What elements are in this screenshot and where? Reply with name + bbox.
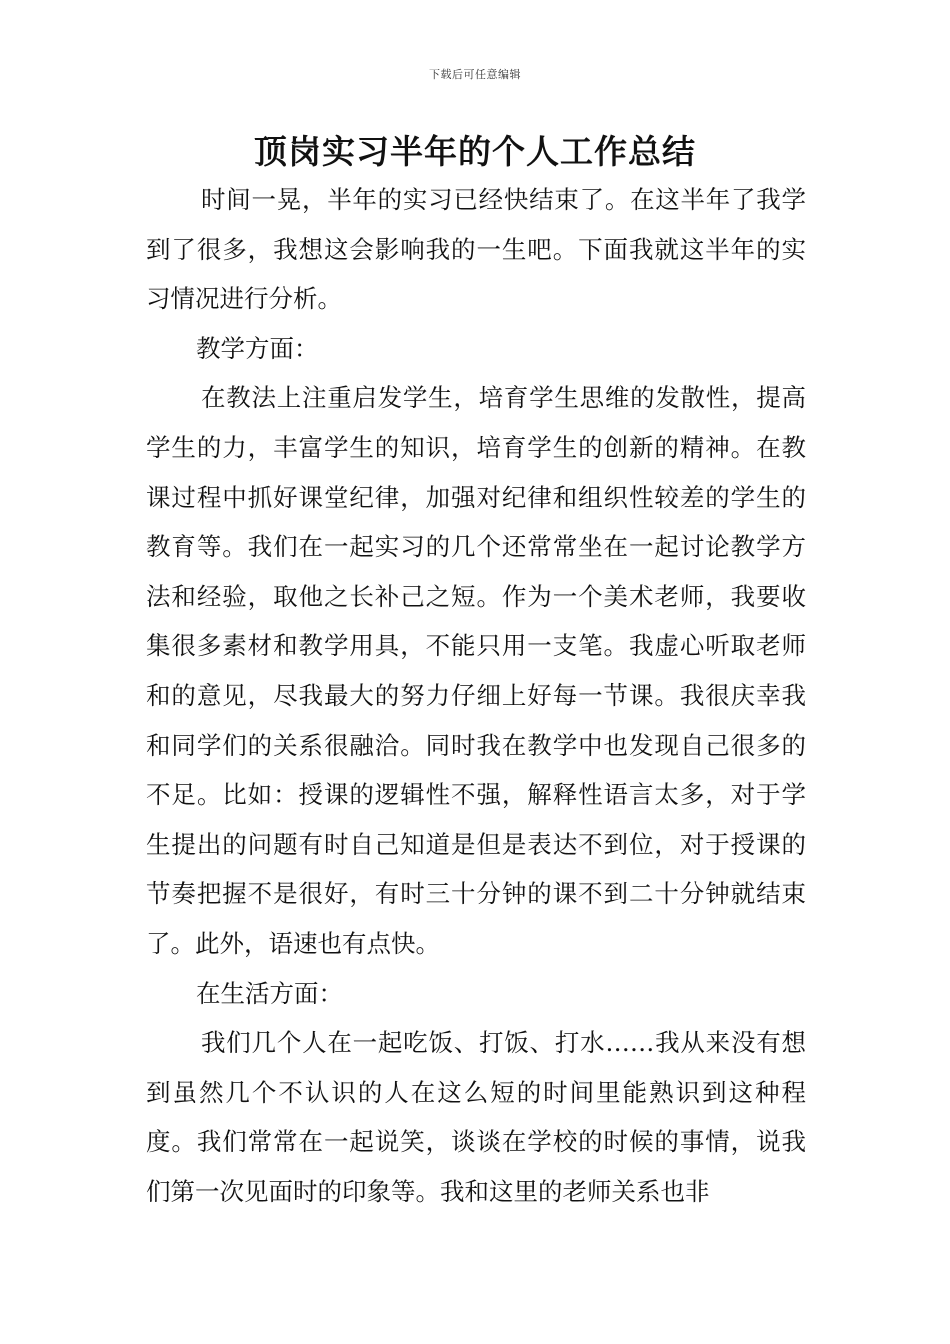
section-heading-teaching: 教学方面： <box>196 333 319 363</box>
header-note: 下载后可任意编辑 <box>429 68 521 81</box>
section-heading-life: 在生活方面： <box>196 978 343 1008</box>
document-title: 顶岗实习半年的个人工作总结 <box>254 132 696 171</box>
paragraph-teaching: 在教法上注重启发学生，培育学生思维的发散性，提高学生的力，丰富学生的知识，培育学生的创新的精神。在教课过程中抓好课堂纪律，加强对纪律和组织性较差的学生的教育等。我们在一起实习的几个还常常坐在一起讨论教学方法和经验，取他之长补己之短。作为一个美术老师，我要收集很多素材和教学用具，不能只用一支笔。我虚心听取老师和的意见，尽我最大的努力仔细上好每一节课。我很庆幸我和同学们的关系很融洽。同时我在教学中也发现自己很多的不足。比如：授课的逻辑性不强，解释性语言太多，对于学生提出的问题有时自己知道是但是表达不到位，对于授课的节奏把握不是很好，有时三十分钟的课不到二十分钟就结束了。此外，语速也有点快。 <box>146 383 806 958</box>
paragraph-life: 我们几个人在一起吃饭、打饭、打水……我从来没有想到虽然几个不认识的人在这么短的时间里能熟识到这种程度。我们常常在一起说笑，谈谈在学校的时候的事情，说我们第一次见面时的印象等。我和这里的老师关系也非 <box>146 1028 806 1206</box>
document-body <box>146 175 806 1216</box>
paragraph-intro: 时间一晃，半年的实习已经快结束了。在这半年了我学到了很多，我想这会影响我的一生吧。下面我就这半年的实习情况进行分析。 <box>146 185 806 314</box>
